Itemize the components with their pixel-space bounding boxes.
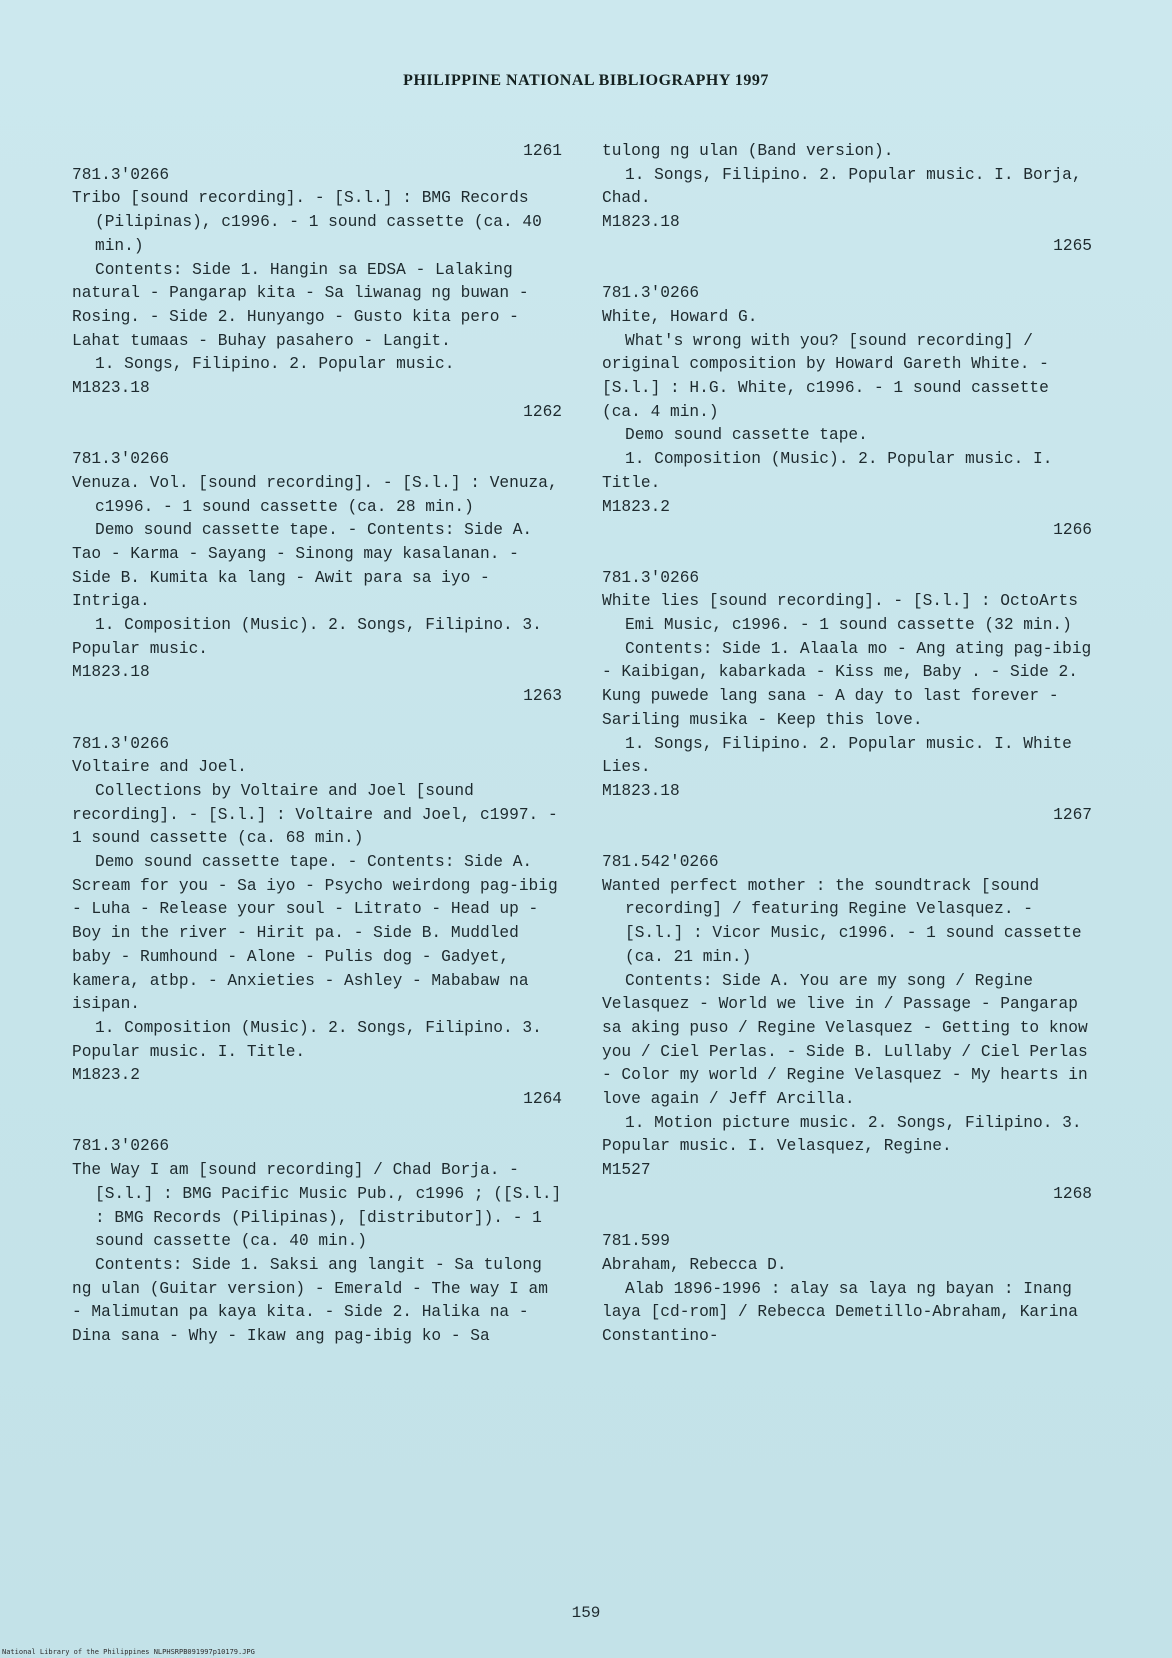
call-number: M1823.18 [602, 213, 680, 232]
entry-note: Demo sound cassette tape. - Contents: Side A. Tao - Karma - Sayang - Sinong may kasalanan. - Side B. Kumita ka lang - Awit para sa iyo - Intriga. [72, 521, 533, 611]
entry-1263 [72, 685, 562, 1088]
entry-number: 1262 [523, 402, 562, 421]
entry-subjects: 1. Composition (Music). 2. Popular music. I. Title. [602, 450, 1053, 492]
entry-1262 [72, 401, 562, 685]
entry-1261 [72, 140, 562, 401]
call-number: M1527 [602, 1161, 651, 1180]
entry-subjects: 1. Composition (Music). 2. Songs, Filipino. 3. Popular music. I. Title. [72, 1018, 542, 1061]
entry-number: 1268 [1053, 1184, 1092, 1203]
entry-number: 1266 [1053, 521, 1092, 540]
entry-main: Abraham, Rebecca D. [602, 1255, 787, 1274]
entry-title: Alab 1896-1996 : alay sa laya ng bayan : Inang laya [cd-rom] / Rebecca Demetillo-Abraham, Karina Constantino- [602, 1279, 1078, 1346]
entry-title: Collections by Voltaire and Joel [sound recording]. - [S.l.] : Voltaire and Joel, c1997. - 1 sound cassette (ca. 68 min.) [72, 781, 558, 848]
entry-subjects: 1. Songs, Filipino. 2. Popular music. I. White Lies. [602, 734, 1072, 777]
classification-number: 781.599 [602, 1232, 670, 1251]
entry-continuation: tulong ng ulan (Band version). [602, 142, 894, 160]
entry-note: Demo sound cassette tape. [625, 426, 868, 445]
entry-main: Tribo [sound recording]. - [S.l.] : BMG Records (Pilipinas), c1996. - 1 sound cassette (ca. 40 min.) [72, 189, 542, 255]
entry-1266 [602, 519, 1092, 803]
entry-main: White, Howard G. [602, 307, 758, 326]
right-column [602, 140, 1092, 1349]
entry-subjects: 1. Motion picture music. 2. Songs, Filipino. 3. Popular music. I. Velasquez, Regine. [602, 1113, 1082, 1156]
call-number: M1823.18 [72, 663, 150, 682]
classification-number: 781.3'0266 [72, 734, 170, 753]
entry-note: Contents: Side 1. Saksi ang langit - Sa tulong ng ulan (Guitar version) - Emerald - The way I am - Malimutan pa kaya kita. - Side 2. Halika na - Dina sana - Why - Ikaw ang pag-ibig ko - Sa [72, 1256, 548, 1346]
classification-number: 781.542'0266 [602, 853, 719, 872]
call-number: M1823.18 [602, 781, 680, 800]
entry-note: Contents: Side 1. Hangin sa EDSA - Lalaking natural - Pangarap kita - Sa liwanag ng buwan - Rosing. - Side 2. Hunyango - Gusto kita pero - Lahat tumaas - Buhay pasahero - Langit. [72, 260, 529, 350]
entry-number: 1267 [1053, 805, 1092, 824]
entry-1267 [602, 804, 1092, 1183]
entry-subjects: 1. Composition (Music). 2. Songs, Filipino. 3. Popular music. [72, 616, 542, 658]
page-number: 159 [571, 1604, 601, 1622]
left-column [72, 140, 562, 1349]
classification-number: 781.3'0266 [602, 568, 700, 587]
scan-credit: National Library of the Philippines NLPHSRPB091997p10179.JPG [2, 1648, 255, 1656]
classification-number: 781.3'0266 [72, 165, 170, 184]
entry-number: 1264 [523, 1090, 562, 1109]
entry-note: Contents: Side A. You are my song / Regine Velasquez - World we live in / Passage - Pangarap sa aking puso / Regine Velasquez - Getting to know you / Ciel Perlas. - Side B. Lullaby / Ciel Perlas - Color my world / Regine Velasquez - My hearts in love again / Jeff Arcilla. [602, 971, 1088, 1109]
entry-1264-continued [602, 140, 1092, 235]
classification-number: 781.3'0266 [602, 284, 700, 303]
entry-1265 [602, 235, 1092, 519]
entry-number: 1261 [523, 142, 562, 160]
entry-main: White lies [sound recording]. - [S.l.] : OctoArts Emi Music, c1996. - 1 sound cassette (32 min.) [602, 592, 1078, 635]
entry-number: 1263 [523, 687, 562, 706]
entry-main: Venuza. Vol. [sound recording]. - [S.l.] : Venuza, c1996. - 1 sound cassette (ca. 28 min.) [72, 473, 558, 516]
entry-note: Demo sound cassette tape. - Contents: Side A. Scream for you - Sa iyo - Psycho weirdong pag-ibig - Luha - Release your soul - Litrato - Head up - Boy in the river - Hirit pa. - Side B. Muddled baby - Rumhound - Alone - Pulis dog - Gadyet, kamera, atbp. - Anxieties - Ashley - Mababaw na isipan. [72, 853, 558, 1014]
entry-main: Voltaire and Joel. [72, 758, 247, 777]
entry-number: 1265 [1053, 236, 1092, 255]
entry-main: Wanted perfect mother : the soundtrack [sound recording] / featuring Regine Velasquez. - [S.l.] : Vicor Music, c1996. - 1 sound cassette (ca. 21 min.) [602, 876, 1082, 966]
entry-note: Contents: Side 1. Alaala mo - Ang ating pag-ibig - Kaibigan, kabarkada - Kiss me, Baby . - Side 2. Kung puwede lang sana - A day to last forever - Sariling musika - Keep this love. [602, 639, 1092, 729]
entry-1268 [602, 1183, 1092, 1349]
entry-1264 [72, 1088, 562, 1349]
call-number: M1823.18 [72, 379, 150, 398]
page-header: PHILIPPINE NATIONAL BIBLIOGRAPHY 1997 [403, 72, 769, 89]
entry-subjects: 1. Songs, Filipino. 2. Popular music. I. Borja, Chad. [602, 165, 1082, 208]
classification-number: 781.3'0266 [72, 1137, 170, 1156]
call-number: M1823.2 [602, 497, 670, 516]
entry-title: What's wrong with you? [sound recording] / original composition by Howard Gareth White. - [S.l.] : H.G. White, c1996. - 1 sound cassette (ca. 4 min.) [602, 331, 1049, 421]
call-number: M1823.2 [72, 1066, 140, 1085]
classification-number: 781.3'0266 [72, 450, 170, 469]
entry-main: The Way I am [sound recording] / Chad Borja. - [S.l.] : BMG Pacific Music Pub., c1996 ; ([S.l.] : BMG Records (Pilipinas), [distributor]). - 1 sound cassette (ca. 40 min.) [72, 1161, 562, 1251]
entry-subjects: 1. Songs, Filipino. 2. Popular music. [95, 355, 455, 374]
